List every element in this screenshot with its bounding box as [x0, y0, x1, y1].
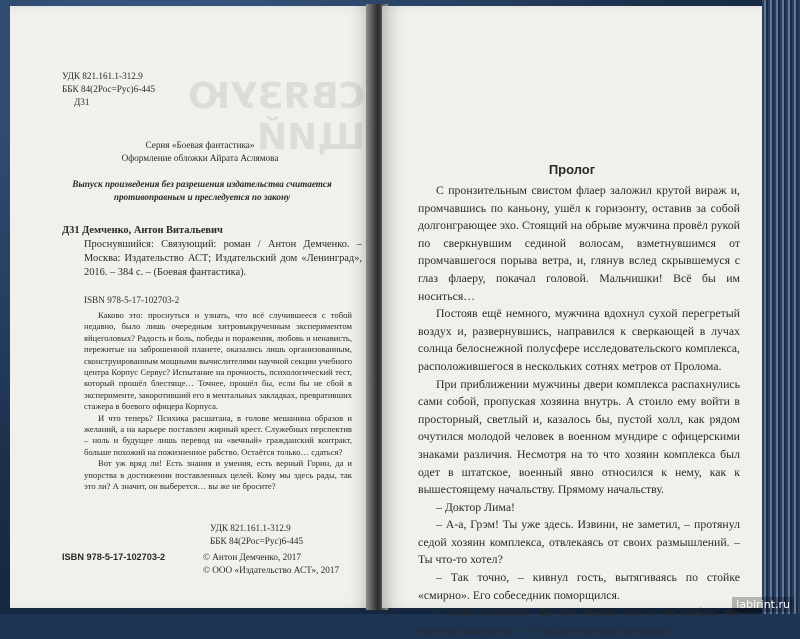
- code-line: Д31: [74, 97, 90, 107]
- bbk-bottom: ББК 84(2Рос=Рус)6-445: [210, 536, 304, 546]
- copyright-publisher: © ООО «Издательство АСТ», 2017: [203, 565, 340, 575]
- bibliographic-entry: [62, 224, 362, 280]
- chapter-heading: Пролог: [548, 162, 596, 177]
- watermark-stamp: labirint.ru: [732, 597, 794, 612]
- cover-design-line: Оформление обложки Айрата Аслямова: [121, 153, 279, 163]
- biblio-description: Проснувшийся: Связующий: роман / Антон Демченко. – Москва: Издательство АСТ; Издательский дом «Ленинград», 2016. – 384 с. – (Боевая фантастика).: [84, 239, 362, 278]
- bbk-line: ББК 84(2Рос=Рус)6-445: [62, 84, 156, 94]
- udk-bottom: УДК 821.161.1-312.9: [210, 523, 291, 533]
- left-page-imprint: [10, 6, 372, 608]
- dialogue-line: – Так точно, – кивнул гость, вытягиваясь по стойке «смирно». Его собеседник поморщился.: [418, 570, 740, 602]
- annotation-paragraph: Каково это: проснуться и узнать, что всё случившееся с тобой недавно, было лишь очередным хитровыкрученным экспериментом яйцеголовых? Радость и боль, победы и поражения, любовь и ненависть, пережитые на заброшенной планете, оказались лишь организованным, сконструированным мощными вычислителями научной секции учебного центра Корпус Сервус? Испытание на прочность, психологический тест, который прошёл блестяще… Точнее, прошёл бы, если бы не сбой в эксперименте, закоротивший его в ментальных закладках, превративших стажера в боевого офицера Корпуса.: [84, 310, 352, 412]
- copyright-notice: Выпуск произведения без разрешения издательства считается противоправным и преследуется по закону: [72, 179, 332, 202]
- annotation-paragraph: И что теперь? Психика расшатана, в голове мешанина образов и желаний, а на карьере поставлен жирный крест. Служебных перспектив – ноль и будущее лишь перевод на «вечный» гражданский контракт, больше похожий на пожизненное рабство. Остаётся только… сдаться?: [84, 412, 352, 457]
- annotation-paragraph: Вот уж вряд ли! Есть знания и умения, есть верный Горин, да и упорства в достижении поставленных целей. Кому мы здесь рады, так это ли? А значит, он выберется… вы же не бросите?: [84, 458, 352, 492]
- prologue-paragraph: Постояв ещё немного, мужчина вдохнул сухой перегретый воздух и, развернувшись, направился к сверкающей в лучах солнца белоснежной полусфере исследовательского комплекса, расположившегося в нескольких сотнях метров от Пролома.: [418, 306, 740, 373]
- prologue-text: [418, 182, 740, 639]
- author-code: Д31: [62, 225, 80, 236]
- isbn-bottom: ISBN 978-5-17-102703-2: [62, 552, 166, 562]
- dialogue-line: – Доктор Лима!: [436, 499, 515, 514]
- author-name: Демченко, Антон Витальевич: [82, 225, 223, 236]
- series-line: Серия «Боевая фантастика»: [145, 140, 255, 150]
- prologue-paragraph: С пронзительным свистом флаер заложил крутой вираж и, промчавшись по каньону, ушёл к горизонту, оставив за собой долгоиграющее эхо. Стоящий на обрыве мужчина провёл рукой по сверкнувшим сединой волосам, взметнувшимся от промчавшегося порыва ветра, и, глянув вслед скрывшемуся с глаз флаеру, покачал головой. Мальчишки! Всё бы им носиться…: [418, 183, 740, 303]
- copyright-author: © Антон Демченко, 2017: [203, 552, 301, 562]
- annotation: [84, 310, 352, 493]
- dialogue-line: – Грэм, прекрати. Ты же знаешь, как я не люблю эти военные заморочки, – усталым голосом попросил: [418, 605, 740, 637]
- book-page-edges: [762, 0, 800, 614]
- prologue-paragraph: При приближении мужчины двери комплекса распахнулись сами собой, пропуская хозяина внутрь. А стоило ему войти в просторный, светлый и, казалось бы, пустой холл, как рядом очутился молодой человек в военном мундире с офицерскими знаками различия. Несмотря на то что хозяин комплекса был одет в штатское, военный явно относился к нему, как к вышестоящему начальству. Прямому начальству.: [418, 376, 740, 497]
- dialogue-line: – А-а, Грэм! Ты уже здесь. Извини, не заметил, – протянул седой хозяин комплекса, отвлекаясь от своих размышлений. – Ты что-то хотел?: [418, 517, 740, 567]
- isbn-top: ISBN 978-5-17-102703-2: [84, 295, 180, 305]
- udk-line: УДК 821.161.1-312.9: [62, 71, 143, 81]
- show-through-cover-text: СВЯЗУЮ ЩИЙ: [187, 76, 365, 158]
- right-page-prologue: [382, 6, 762, 637]
